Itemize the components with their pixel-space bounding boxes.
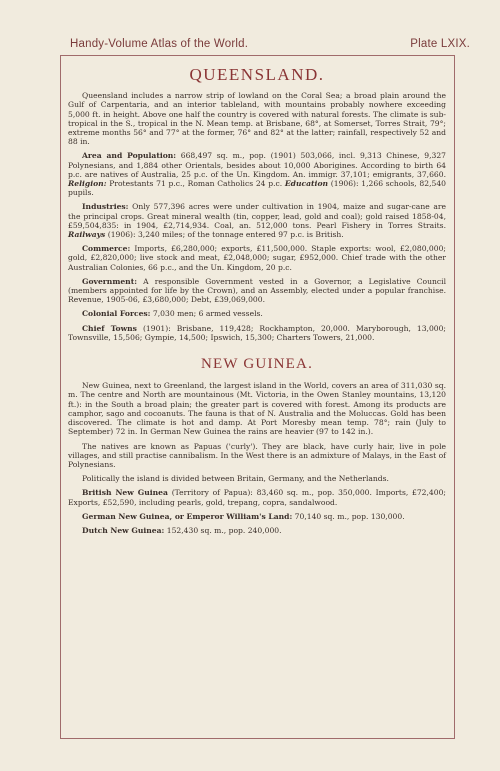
area-population-text: 668,497 sq. m., pop. (1901) 503,066, incl. 9,313 Chinese, 9,327 Polynesians, and 1,884 other Orientals, besides about 10,000 Aborigines. According to birth 64 p.c. are natives of Australia, 25 p.c. of the Un. Kingdom. An. immigr. 37,101; emigrants, 37,660. <box>68 151 446 179</box>
new-guinea-heading: NEW GUINEA. <box>200 356 314 373</box>
politics-paragraph: Politically the island is divided between Britain, Germany, and the Netherlands. <box>82 474 389 484</box>
religion-text: Protestants 71 p.c., Roman Catholics 24 p.c. <box>106 179 283 189</box>
british-new-guinea-text: (Territory of Papua): 83,460 sq. m., pop. 350,000. Imports, £72,400; Exports, £52,590, including pearls, gold, trepang, copra, sandalwood. <box>68 488 446 507</box>
industries-text: Only 577,396 acres were under cultivation in 1904, maize and sugar-cane are the principal crops. Great mineral wealth (tin, copper, lead, gold and coal); gold raised 1858-04, £59,504,835: in 1904, £2,714,934. Coal, an. 512,000 tons. Pearl Fishery in Torres Straits. <box>68 202 446 230</box>
commerce-label: Commerce: <box>82 244 131 254</box>
page-content <box>68 65 446 540</box>
colonial-forces-label: Colonial Forces: <box>82 309 151 319</box>
british-new-guinea-paragraph <box>68 488 446 506</box>
chief-towns-text: (1901): Brisbane, 119,428; Rockhampton, 20,000. Maryborough, 13,000; Townsville, 15,506; Gympie, 14,500; Ipswich, 15,300; Charters Towers, 21,000. <box>68 323 446 342</box>
railways-text: (1906): 3,240 miles; of the tonnage entered 97 p.c. is British. <box>105 230 344 240</box>
german-new-guinea-paragraph <box>68 512 446 521</box>
education-label: Education <box>284 179 329 189</box>
commerce-text: Imports, £6,280,000; exports, £11,500,000. Staple exports: wool, £2,080,000; gold, £2,820,000; live stock and meat, £2,048,000; sugar, £952,000. Chief trade with the other Australian Colonies, 66 p.c., and the Un. Kingdom, 20 p.c. <box>68 244 446 272</box>
british-new-guinea-label: British New Guinea <box>82 488 168 498</box>
german-new-guinea-label: German New Guinea, or Emperor William's Land: <box>82 511 293 521</box>
government-label: Government: <box>82 276 138 286</box>
queensland-heading: QUEENSLAND. <box>189 65 325 84</box>
plate-number: Plate LXIX. <box>410 38 470 50</box>
government-paragraph <box>68 277 446 305</box>
area-population-label: Area and Population: <box>82 151 177 161</box>
area-population-paragraph <box>68 151 446 197</box>
colonial-forces-text: 7,030 men; 6 armed vessels. <box>150 309 263 319</box>
new-guinea-intro: New Guinea, next to Greenland, the largest island in the World, covers an area of 311,030 sq. m. The centre and North are mountainous (Mt. Victoria, in the Owen Stanley mountains, 13,120 ft.): in the South a broad plain; the greater part is covered with forest. Among its products are camphor, sago and cocoanuts. The fauna is that of N. Australia and the Moluccas. Gold has been discovered. The climate is hot and damp. At Port Moresby mean temp. 78°; rain (July to September) 72 in. In German New Guinea the rains are heavier (97 to 142 in.). <box>68 381 446 437</box>
german-new-guinea-text: 70,140 sq. m., pop. 130,000. <box>292 511 405 521</box>
education-text: (1906): 1,266 schools, 82,540 pupils. <box>68 179 446 198</box>
dutch-new-guinea-label: Dutch New Guinea: <box>82 525 165 535</box>
queensland-intro: Queensland includes a narrow strip of lowland on the Coral Sea; a broad plain around the Gulf of Carpentaria, and an interior tableland, with mountains probably nowhere exceeding 5,000 ft. in height. Above one half the country is covered with natural forests. The climate is sub-tropical in the S., tropical in the N. Mean temp. at Brisbane, 68°, at Somerset, Torres Strait, 79°; extreme months 56° and 77° at the former, 76° and 82° at the latter; rainfall, respectively 52 and 88 in. <box>68 91 446 147</box>
chief-towns-paragraph <box>68 324 446 342</box>
government-text: A responsible Government vested in a Governor, a Legislative Council (members appointed for life by the Crown), and an Assembly, elected under a popular franchise. Revenue, 1905-06, £3,680,000; Debt, £39,069,000. <box>68 276 446 305</box>
religion-label: Religion: <box>68 179 107 189</box>
commerce-paragraph <box>68 244 446 272</box>
chief-towns-label: Chief Towns <box>82 323 137 333</box>
dutch-new-guinea-text: 152,430 sq. m., pop. 240,000. <box>164 525 282 535</box>
colonial-forces-paragraph <box>68 309 446 318</box>
running-head-title: Handy-Volume Atlas of the World. <box>70 38 249 50</box>
railways-label: Railways <box>68 230 106 240</box>
industries-paragraph <box>68 202 446 239</box>
natives-paragraph: The natives are known as Papuas ('curly'). They are black, have curly hair, live in pole villages, and still practise cannibalism. In the West there is an admixture of Malays, in the East of Polynesians. <box>68 441 446 469</box>
industries-label: Industries: <box>82 202 129 212</box>
dutch-new-guinea-paragraph <box>68 526 446 535</box>
